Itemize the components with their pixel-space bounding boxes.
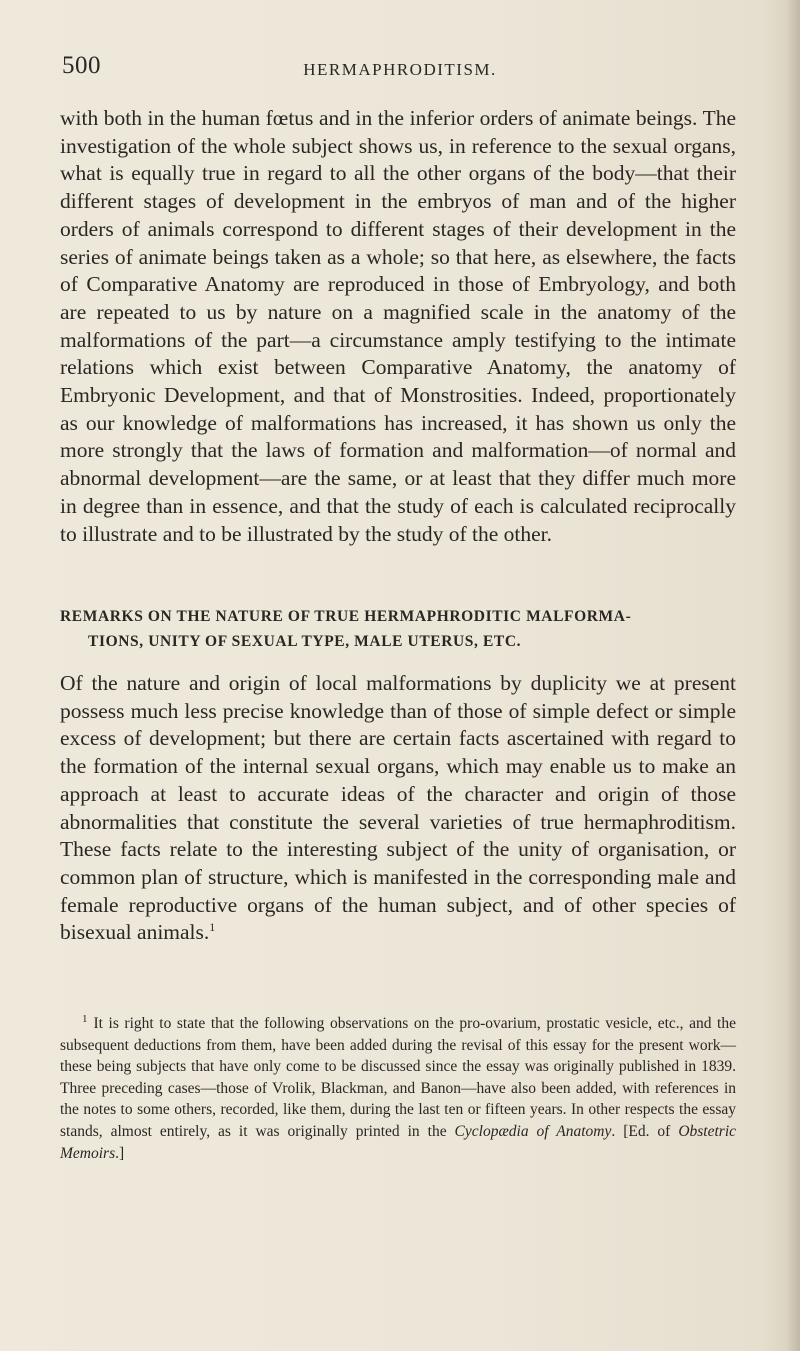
section-heading-line-2: TIONS, UNITY OF SEXUAL TYPE, MALE UTERUS, ETC.: [88, 633, 522, 650]
footnote-reference: 1: [209, 920, 216, 935]
page-number: 500: [62, 52, 101, 79]
footnote: [60, 1013, 736, 1164]
running-title: HERMAPHRODITISM.: [303, 60, 497, 79]
paragraph-section-opening-text: Of the nature and origin of local malformations by duplicity we at present possess much less precise knowledge than of those of simple defect or simple excess of development; but there are certain facts ascertained with regard to the formation of the internal sexual organs, which may enable us to make an approach at least to accurate ideas of the character and origin of those abnormalities that constitute the several varieties of true hermaphroditism. These facts relate to the interesting subject of the unity of organisation, or common plan of structure, which is manifested in the corresponding male and female reproductive organs of the human subject, and of other species of bisexual animals.: [60, 671, 736, 945]
footnote-text: It is right to state that the following observations on the pro-ovarium, prostatic vesicle, etc., and the subsequent deductions from them, have been added during the revisal of this essay for the present work—these being subjects that have only come to be discussed since the essay was originally published in 1839. Three preceding cases—those of Vrolik, Blackman, and Banon—have also been added, with references in the notes to some others, recorded, like them, during the last ten or fifteen years. In other respects the essay stands, almost entirely, as it was originally printed in the: [60, 1015, 736, 1140]
footnote-work-title: Cyclopædia of Anatomy: [454, 1122, 612, 1140]
footnote-editor-note: . [Ed. of: [611, 1122, 671, 1140]
section-heading: [60, 604, 736, 654]
footnote-work-title-2: Obstetric Memoirs: [60, 1122, 737, 1162]
page-edge-shadow: [786, 0, 800, 1351]
footnote-closing: .]: [115, 1144, 125, 1162]
section-heading-line-1: REMARKS ON THE NATURE OF TRUE HERMAPHRODITIC MALFORMA-: [60, 608, 632, 625]
paragraph-section-opening: [60, 670, 736, 947]
footnote-marker: 1: [82, 1012, 88, 1025]
paragraph-continued: with both in the human fœtus and in the inferior orders of animate beings. The investigation of the whole subject shows us, in reference to the sexual organs, what is equally true in regard to all the other organs of the body—that their different stages of development in the embryos of man and of the higher orders of animals correspond to different stages of their development in the series of animate beings taken as a whole; so that here, as elsewhere, the facts of Comparative Anatomy are reproduced in those of Embryology, and both are repeated to us by nature on a magnified scale in the anatomy of the malformations of the part—a circumstance amply testifying to the intimate relations which exist between Comparative Anatomy, the anatomy of Embryonic Development, and that of Monstrosities. Indeed, proportionately as our knowledge of malformations has increased, it has shown us only the more strongly that the laws of formation and malformation—of normal and abnormal development—are the same, or at least that they differ much more in degree than in essence, and that the study of each is calculated reciprocally to illustrate and to be illustrated by the study of the other.: [60, 106, 736, 546]
